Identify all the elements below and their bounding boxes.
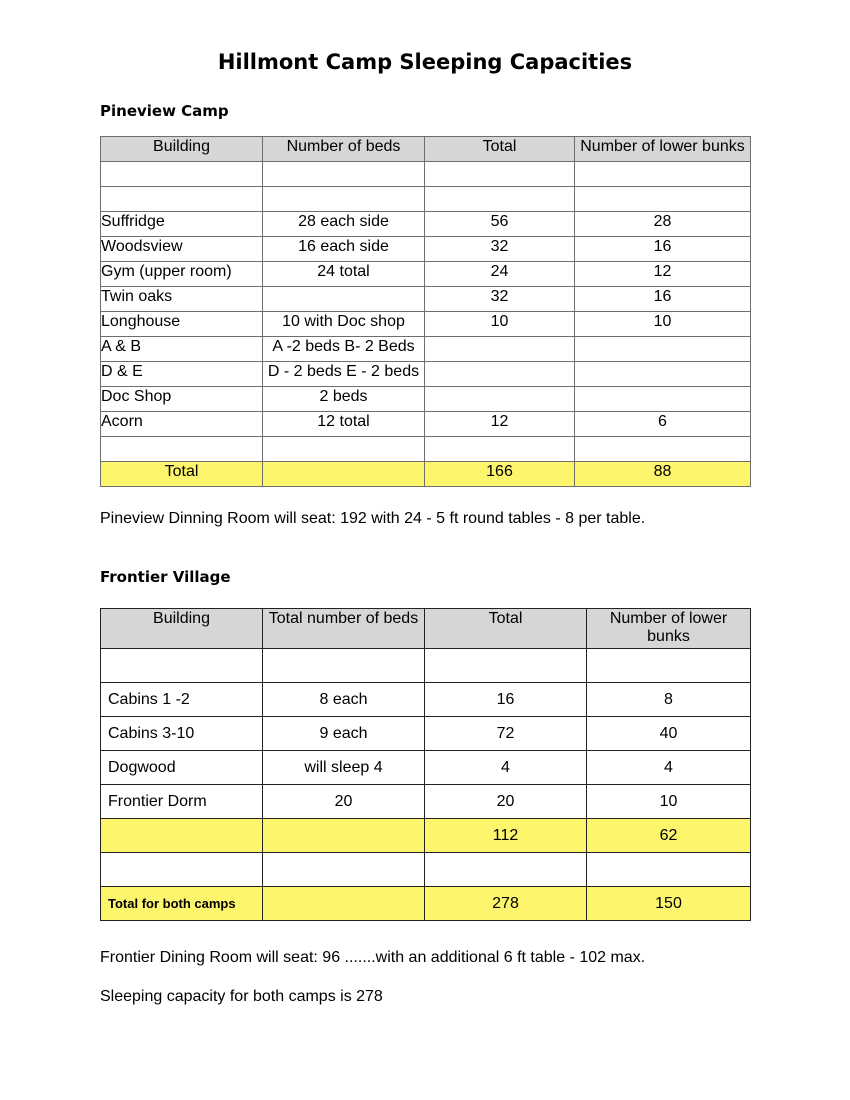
table-cell: 10 [587,785,751,819]
table-row [101,649,751,683]
pineview-total-row [101,462,751,487]
header-total: Total [425,137,575,162]
table-cell: A -2 beds B- 2 Beds [263,337,425,362]
table-cell [101,819,263,853]
subtotal-lower-bunks: 62 [587,819,751,853]
table-cell: D - 2 beds E - 2 beds [263,362,425,387]
table-cell [425,162,575,187]
table-cell: 40 [587,717,751,751]
building-name-cell: Longhouse [101,312,263,337]
building-name-cell: A & B [101,337,263,362]
table-cell [575,362,751,387]
header-total: Total [425,609,587,649]
table-row [101,387,751,412]
total-lower-bunks: 88 [575,462,751,487]
table-row [101,262,751,287]
table-cell [587,649,751,683]
table-row [101,287,751,312]
table-cell [263,649,425,683]
table-cell: 8 [587,683,751,717]
table-cell: 28 [575,212,751,237]
table-cell: 16 [575,287,751,312]
blank-row [101,853,751,887]
table-cell: 2 beds [263,387,425,412]
header-building: Building [101,609,263,649]
page-title: Hillmont Camp Sleeping Capacities [217,50,633,74]
table-cell [263,819,425,853]
header-number-of-beds: Number of beds [263,137,425,162]
table-cell: will sleep 4 [263,751,425,785]
table-cell: 12 total [263,412,425,437]
building-name-cell: Cabins 3-10 [101,717,263,751]
table-cell: 12 [425,412,575,437]
table-row [101,437,751,462]
table-cell: 10 [575,312,751,337]
grand-total-lower-bunks: 150 [587,887,751,921]
table-cell [425,649,587,683]
table-cell [263,437,425,462]
table-cell [575,187,751,212]
building-name-cell: Frontier Dorm [101,785,263,819]
building-name-cell: Woodsview [101,237,263,262]
frontier-dining-note: Frontier Dining Room will seat: 96 .......with an additional 6 ft table - 102 max. [100,949,646,966]
table-cell: 16 each side [263,237,425,262]
table-row [101,683,751,717]
building-name-cell: Acorn [101,412,263,437]
sleeping-capacity-note: Sleeping capacity for both camps is 278 [100,988,383,1005]
table-cell: 20 [425,785,587,819]
pineview-dining-note: Pineview Dinning Room will seat: 192 with 24 - 5 ft round tables - 8 per table. [100,510,646,527]
grand-total-beds: 278 [425,887,587,921]
table-cell: 4 [425,751,587,785]
table-cell: 32 [425,287,575,312]
table-cell [263,462,425,487]
frontier-heading: Frontier Village [100,568,231,586]
table-row [101,751,751,785]
table-row [101,362,751,387]
table-header-row [101,137,751,162]
table-cell: 16 [575,237,751,262]
table-cell [575,437,751,462]
header-lower-bunks: Number of lower bunks [575,137,751,162]
building-name-cell: Gym (upper room) [101,262,263,287]
table-cell [425,853,587,887]
frontier-subtotal-row [101,819,751,853]
table-row [101,717,751,751]
table-cell [425,437,575,462]
building-name-cell [101,649,263,683]
subtotal-beds: 112 [425,819,587,853]
table-cell: 9 each [263,717,425,751]
table-row [101,337,751,362]
table-cell: 24 [425,262,575,287]
frontier-table [100,608,751,921]
table-row [101,785,751,819]
table-cell [263,887,425,921]
table-row [101,312,751,337]
table-cell [575,387,751,412]
table-cell: 72 [425,717,587,751]
building-name-cell [101,162,263,187]
table-cell: 10 with Doc shop [263,312,425,337]
table-cell [575,162,751,187]
table-cell: 32 [425,237,575,262]
building-name-cell: Suffridge [101,212,263,237]
table-cell [425,387,575,412]
building-name-cell [101,437,263,462]
building-name-cell: Cabins 1 -2 [101,683,263,717]
table-cell [587,853,751,887]
table-cell: 8 each [263,683,425,717]
building-name-cell: D & E [101,362,263,387]
table-row [101,187,751,212]
total-label: Total [101,462,263,487]
table-cell: 24 total [263,262,425,287]
building-name-cell: Doc Shop [101,387,263,412]
table-cell [425,187,575,212]
table-cell: 10 [425,312,575,337]
table-cell [263,853,425,887]
grand-total-row [101,887,751,921]
table-cell [575,337,751,362]
table-cell [263,187,425,212]
building-name-cell [101,187,263,212]
pineview-table [100,136,751,487]
table-cell: 20 [263,785,425,819]
table-row [101,237,751,262]
table-cell [263,162,425,187]
table-cell: 16 [425,683,587,717]
table-header-row [101,609,751,649]
grand-total-label: Total for both camps [101,887,263,921]
table-cell [425,362,575,387]
table-cell [101,853,263,887]
table-cell [425,337,575,362]
header-total-number-of-beds: Total number of beds [263,609,425,649]
building-name-cell: Dogwood [101,751,263,785]
table-cell [263,287,425,312]
header-lower-bunks: Number of lower bunks [587,609,751,649]
table-cell: 6 [575,412,751,437]
table-cell: 12 [575,262,751,287]
table-cell: 4 [587,751,751,785]
table-row [101,412,751,437]
table-cell: 28 each side [263,212,425,237]
total-beds: 166 [425,462,575,487]
pineview-heading: Pineview Camp [100,102,229,120]
building-name-cell: Twin oaks [101,287,263,312]
header-building: Building [101,137,263,162]
table-cell: 56 [425,212,575,237]
table-row [101,162,751,187]
table-row [101,212,751,237]
